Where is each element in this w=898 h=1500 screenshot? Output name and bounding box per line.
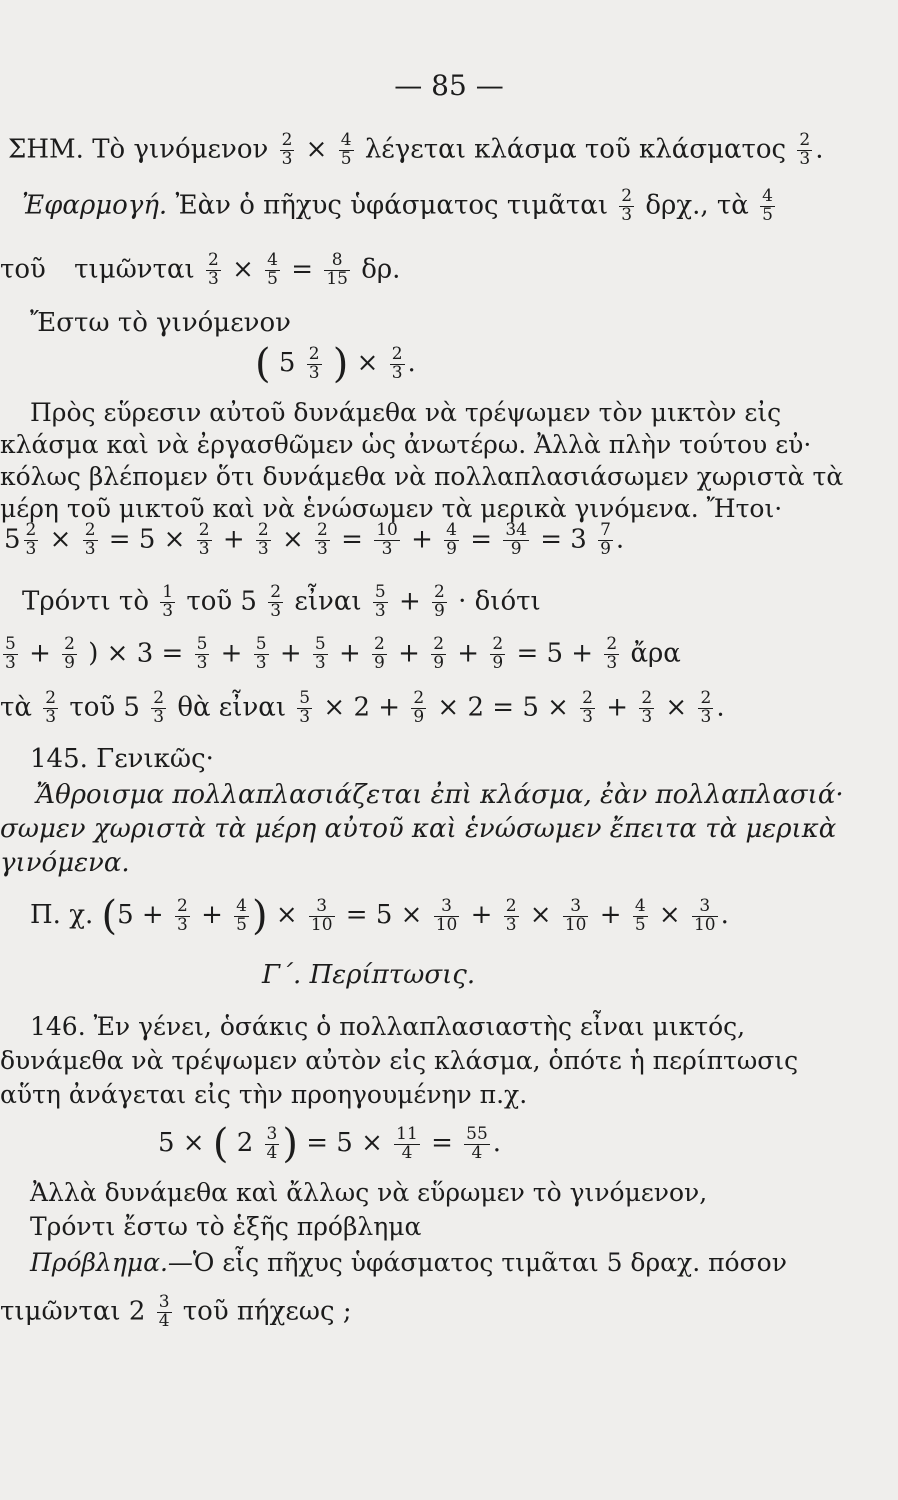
equation-line: Τρόντι τὸ $\frac{1}{3}$ τοῦ 5 $\frac{2}{3}$ εἶναι $\frac{5}{3}$ + $\frac{2}{9}$ · διότι bbox=[22, 582, 541, 621]
text-line: Τρόντι ἔστω τὸ ἑξῆς πρόβλημα bbox=[30, 1212, 422, 1241]
fraction: $\frac{2}{3}$ bbox=[606, 634, 618, 673]
application-heading: Ἐφαρμογή. bbox=[22, 190, 168, 221]
fraction: $\frac{2}{3}$ bbox=[84, 520, 96, 559]
text-line: κλάσμα καὶ νὰ ἐργασθῶμεν ὡς ἀνωτέρω. Ἀλλὰ πλὴν τούτου εὐ· bbox=[0, 430, 812, 459]
fraction: $\frac{5}{3}$ bbox=[314, 634, 326, 673]
fraction: $\frac{3}{10}$ bbox=[310, 895, 333, 935]
fraction: $\frac{2}{9}$ bbox=[492, 634, 504, 673]
rule-text: γινόμενα. bbox=[0, 848, 130, 878]
text-line: μέρη τοῦ μικτοῦ καὶ νὰ ἑνώσωμεν τὰ μερικὰ γινόμενα. Ἤτοι· bbox=[0, 494, 783, 523]
fraction: $\frac{8}{15}$ bbox=[326, 250, 348, 289]
fraction: $\frac{55}{4}$ bbox=[466, 1123, 488, 1163]
fraction: $\frac{4}{9}$ bbox=[446, 520, 457, 559]
section-heading: 145. Γενικῶς· bbox=[30, 744, 214, 774]
equation-line: $\frac{5}{3}$ + $\frac{2}{9}$ ) × 3 = $\frac{5}{3}$ + $\frac{5}{3}$ + $\frac{5}{3}$ + $\frac{2}{9}$ + $\frac{2}{9}$ + $\frac{2}{9}$ = 5 + $\frac{2}{3}$ ἄρα bbox=[5, 634, 681, 673]
fraction: $\frac{5}{3}$ bbox=[255, 634, 267, 673]
text-line: Πρὸς εὕρεσιν αὐτοῦ δυνάμεθα νὰ τρέψωμεν τὸν μικτὸν εἰς bbox=[30, 398, 782, 427]
equation-line: τοῦ τιμῶνται $\frac{2}{3}$ × $\frac{4}{5}$ = $\frac{8}{15}$ δρ. bbox=[0, 250, 401, 289]
equation-line: 5 $\frac{2}{3}$ × $\frac{2}{3}$ = 5 × $\frac{2}{3}$ + $\frac{2}{3}$ × $\frac{2}{3}$ = $\frac{10}{3}$ + $\frac{4}{9}$ = $\frac{34}{9}$ = 3 $\frac{7}{9}$ . bbox=[4, 520, 625, 559]
fraction: $\frac{4}{5}$ bbox=[267, 250, 278, 289]
fraction: $\frac{2}{3}$ bbox=[270, 582, 282, 621]
note-text: ΣΗΜ. Τὸ γινόμενον bbox=[8, 134, 269, 165]
text: δρχ., τὰ bbox=[645, 190, 749, 221]
text-line: δυνάμεθα νὰ τρέψωμεν αὐτὸν εἰς κλάσμα, ὁπότε ἡ περίπτωσις bbox=[0, 1046, 799, 1075]
rule-text: σωμεν χωριστὰ τὰ μέρη αὐτοῦ καὶ ἑνώσωμεν ἔπειτα τὰ μερικὰ bbox=[0, 814, 837, 844]
fraction: $\frac{4}{5}$ bbox=[634, 895, 646, 935]
text-line: Ἀλλὰ δυνάμεθα καὶ ἄλλως νὰ εὕρωμεν τὸ γινόμενον, bbox=[30, 1178, 708, 1207]
fraction: $\frac{3}{10}$ bbox=[564, 895, 587, 935]
fraction: $\frac{2}{3}$ bbox=[505, 895, 517, 935]
fraction: $\frac{2}{9}$ bbox=[374, 634, 385, 673]
fraction: $\frac{4}{5}$ bbox=[762, 186, 773, 225]
problem-text: Ὁ εἷς πῆχυς ὑφάσματος τιμᾶται 5 δραχ. πόσον bbox=[192, 1248, 787, 1277]
fraction: $\frac{2}{3}$ bbox=[45, 688, 57, 727]
fraction: $\frac{2}{3}$ bbox=[25, 520, 37, 559]
fraction: $\frac{2}{3}$ bbox=[621, 186, 633, 225]
fraction: $\frac{2}{3}$ bbox=[153, 688, 165, 727]
example-equation: Π. χ. (5 + $\frac{2}{3}$ + $\frac{4}{5}$ ) × $\frac{3}{10}$ = 5 × $\frac{3}{10}$ + $\frac{2}{3}$ × $\frac{3}{10}$ + $\frac{4}{5}$ × $\frac{3}{10}$ . bbox=[30, 893, 729, 939]
fraction: $\frac{2}{3}$ bbox=[257, 520, 269, 559]
fraction: $\frac{5}{3}$ bbox=[5, 634, 16, 673]
fraction: $\frac{3}{10}$ bbox=[693, 895, 716, 935]
fraction: $\frac{3}{4}$ bbox=[266, 1123, 278, 1163]
fraction: $\frac{10}{3}$ bbox=[376, 520, 398, 559]
fraction: $\frac{2}{3}$ bbox=[281, 130, 293, 169]
fraction: $\frac{2}{9}$ bbox=[413, 688, 425, 727]
fraction: $\frac{2}{9}$ bbox=[434, 582, 445, 621]
fraction: $\frac{2}{3}$ bbox=[208, 250, 219, 289]
note-text: λέγεται κλάσμα τοῦ κλάσματος bbox=[364, 134, 787, 165]
fraction: $\frac{4}{5}$ bbox=[236, 895, 247, 935]
fraction: $\frac{2}{3}$ bbox=[308, 343, 320, 383]
problem-heading: Πρόβλημα.— bbox=[30, 1248, 193, 1277]
text: Ἐὰν ὁ πῆχυς ὑφάσματος τιμᾶται bbox=[175, 190, 609, 221]
text-line: κόλως βλέπομεν ὅτι δυνάμεθα νὰ πολλαπλασιάσωμεν χωριστὰ τὰ bbox=[0, 462, 844, 491]
fraction: $\frac{7}{9}$ bbox=[600, 520, 611, 559]
fraction: $\frac{5}{3}$ bbox=[374, 582, 386, 621]
page-number: — 85 — bbox=[394, 69, 504, 102]
fraction: $\frac{1}{3}$ bbox=[162, 582, 174, 621]
text-line: Ἔστω τὸ γινόμενον bbox=[30, 308, 291, 338]
fraction: $\frac{4}{5}$ bbox=[340, 130, 352, 169]
fraction: $\frac{2}{9}$ bbox=[433, 634, 445, 673]
fraction: $\frac{2}{3}$ bbox=[198, 520, 210, 559]
fraction: $\frac{5}{3}$ bbox=[299, 688, 311, 727]
fraction: $\frac{2}{3}$ bbox=[391, 343, 403, 383]
equation-line: 5 × ( 2 $\frac{3}{4}$ ) = 5 × $\frac{11}{4}$ = $\frac{55}{4}$ . bbox=[158, 1121, 502, 1167]
equation-line: ( 5 $\frac{2}{3}$ ) × $\frac{2}{3}$ . bbox=[255, 341, 416, 387]
fraction: $\frac{5}{3}$ bbox=[196, 634, 208, 673]
text-line: 146. Ἐν γένει, ὁσάκις ὁ πολλαπλασιαστὴς εἶναι μικτός, bbox=[30, 1012, 746, 1041]
fraction: $\frac{34}{9}$ bbox=[505, 520, 527, 559]
operator: × bbox=[305, 134, 328, 165]
fraction: $\frac{2}{3}$ bbox=[641, 688, 653, 727]
fraction: $\frac{2}{3}$ bbox=[582, 688, 593, 727]
fraction: $\frac{2}{9}$ bbox=[64, 634, 75, 673]
fraction: $\frac{3}{10}$ bbox=[435, 895, 458, 935]
fraction: $\frac{3}{4}$ bbox=[158, 1292, 170, 1331]
fraction: $\frac{2}{3}$ bbox=[799, 130, 811, 169]
text-line: αὕτη ἀνάγεται εἰς τὴν προηγουμένην π.χ. bbox=[0, 1080, 528, 1109]
note-line: ΣΗΜ. Τὸ γινόμενον $\frac{2}{3}$ × $\frac{4}{5}$ λέγεται κλάσμα τοῦ κλάσματος $\frac{2}{3}$ . bbox=[8, 130, 824, 169]
problem-line: τιμῶνται 2 $\frac{3}{4}$ τοῦ πήχεως ; bbox=[0, 1292, 352, 1331]
application-line bbox=[22, 188, 778, 225]
fraction: $\frac{2}{3}$ bbox=[176, 895, 188, 935]
case-heading: Γ΄. Περίπτωσις. bbox=[262, 960, 476, 990]
fraction: $\frac{2}{3}$ bbox=[317, 520, 328, 559]
problem-line bbox=[30, 1250, 787, 1275]
fraction: $\frac{11}{4}$ bbox=[396, 1123, 418, 1163]
equation-line: τὰ $\frac{2}{3}$ τοῦ 5 $\frac{2}{3}$ θὰ εἶναι $\frac{5}{3}$ × 2 + $\frac{2}{9}$ × 2 = 5 × $\frac{2}{3}$ + $\frac{2}{3}$ × $\frac{2}{3}$ . bbox=[0, 688, 725, 727]
rule-text: Ἄθροισμα πολλαπλασιάζεται ἐπὶ κλάσμα, ἐὰν πολλαπλασιά· bbox=[36, 780, 844, 810]
fraction: $\frac{2}{3}$ bbox=[700, 688, 712, 727]
